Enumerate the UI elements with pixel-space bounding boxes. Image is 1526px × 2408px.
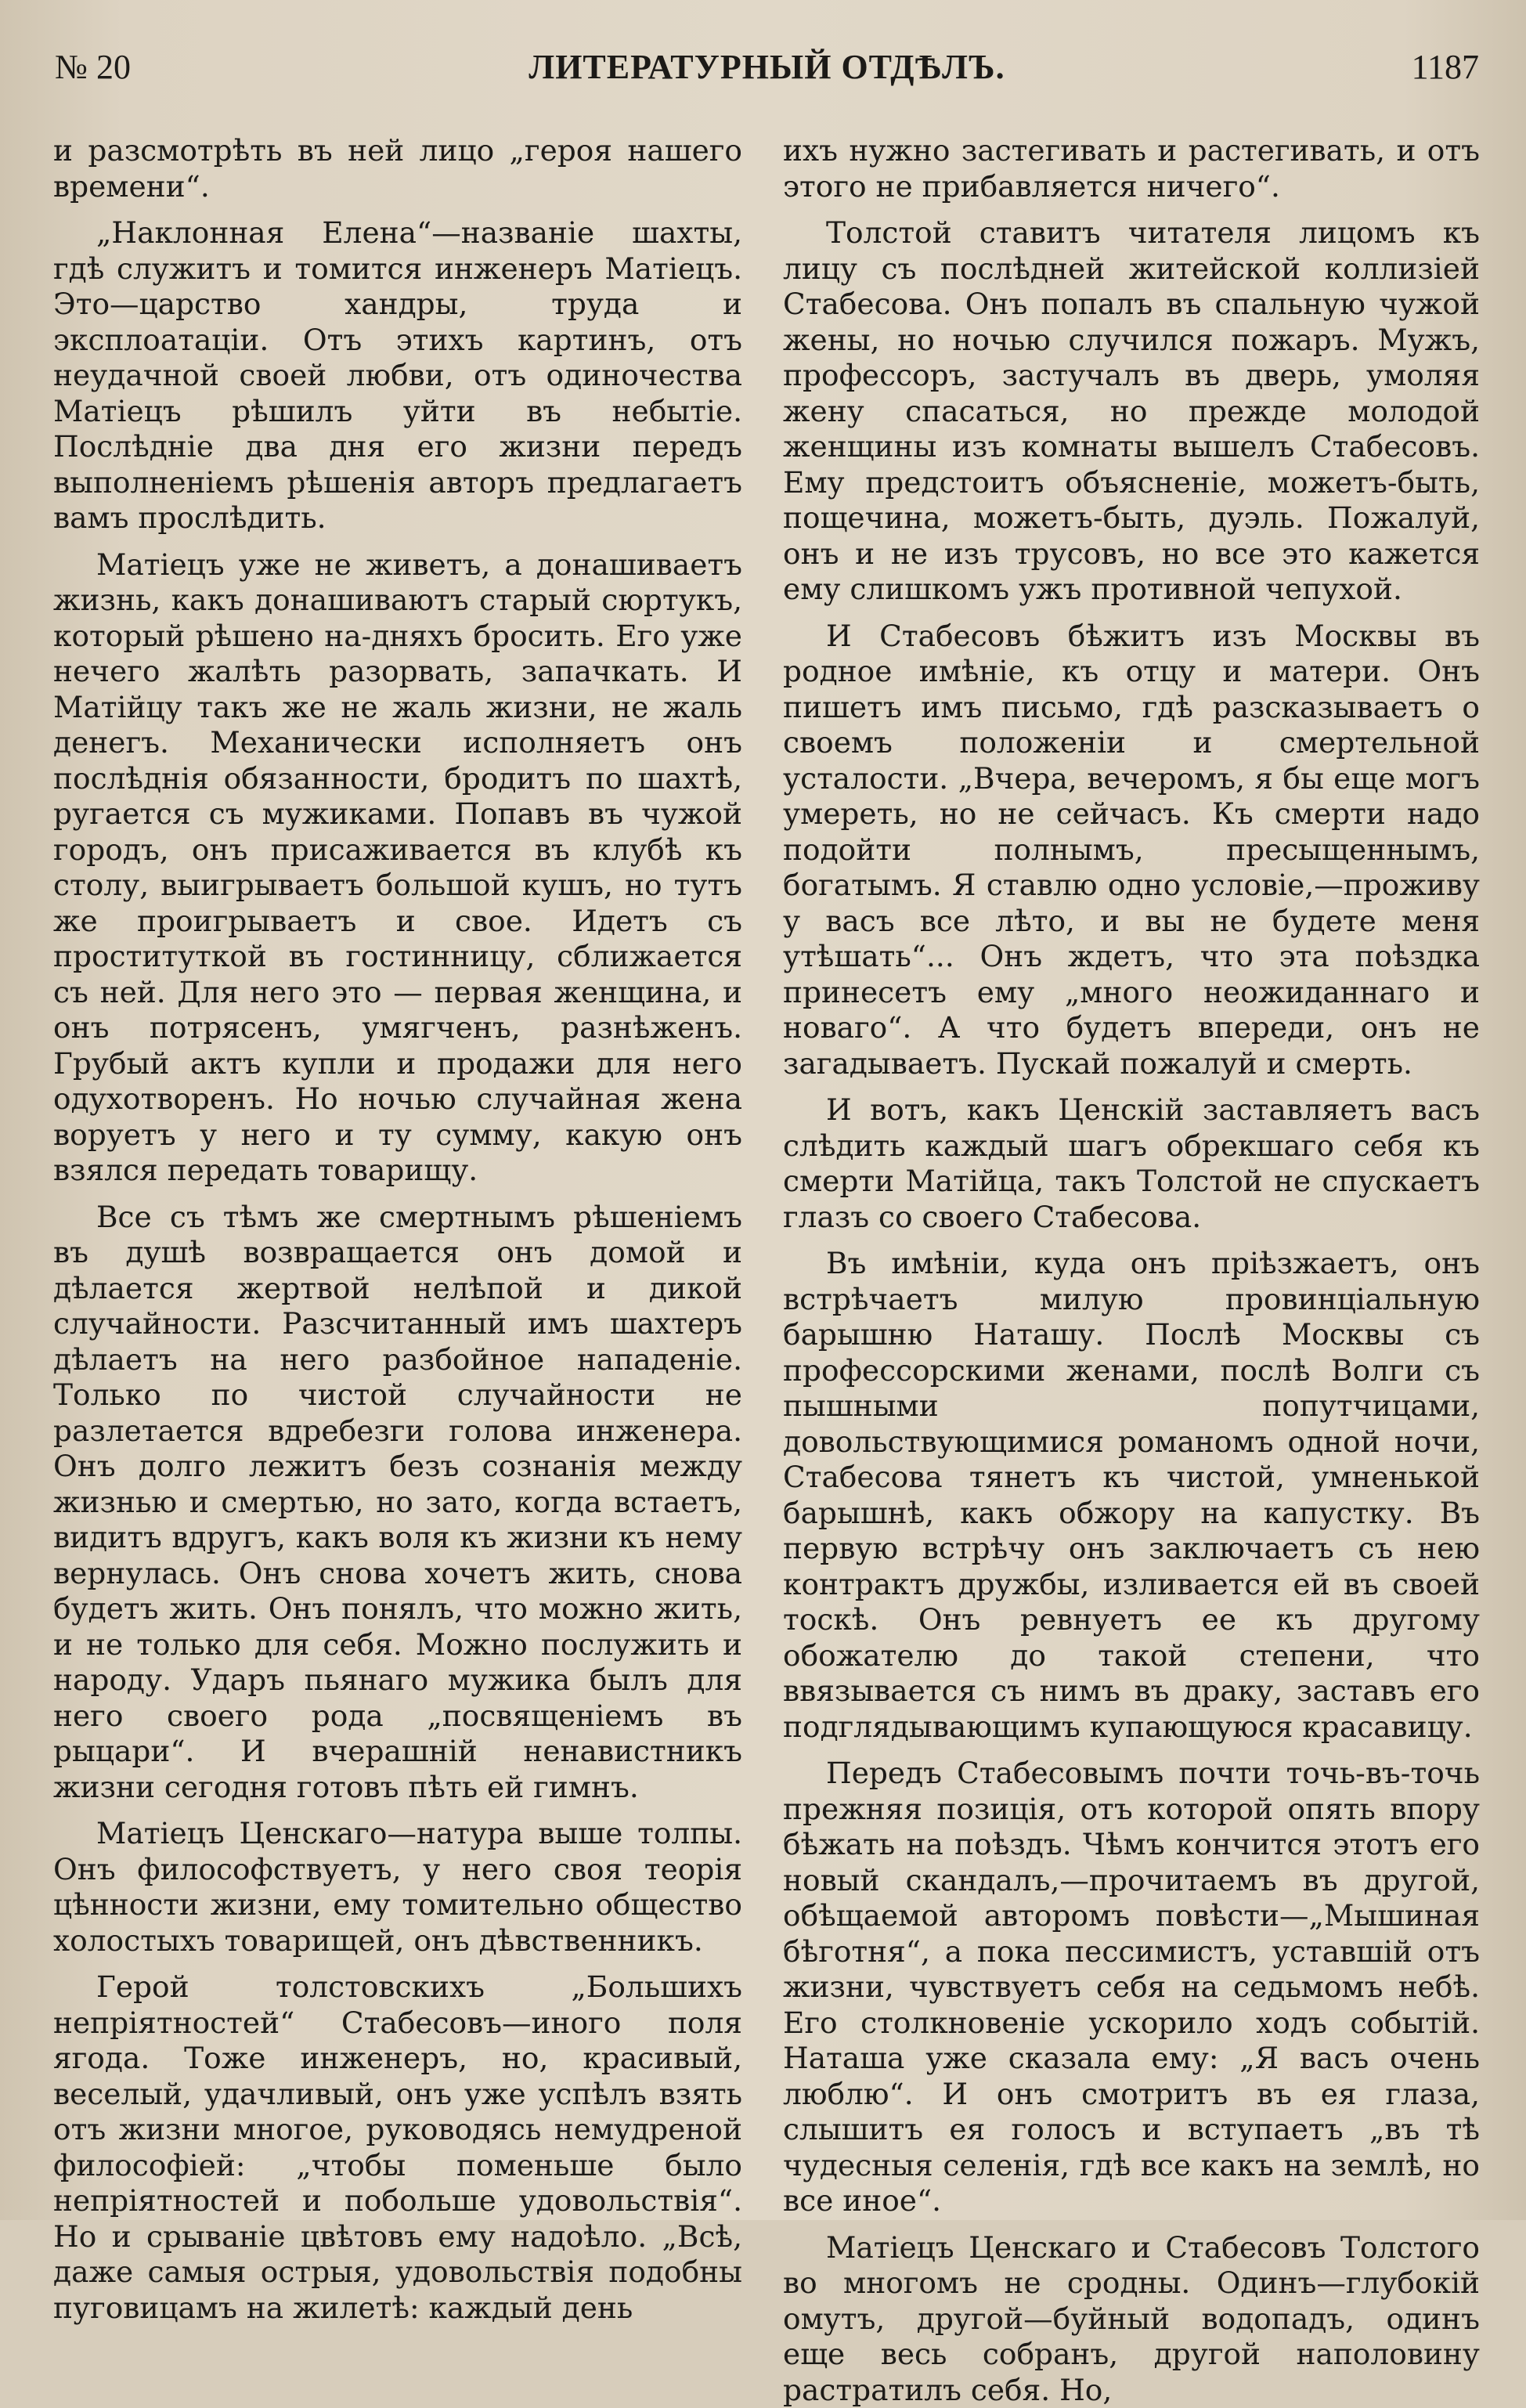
right-column — [783, 133, 1480, 2200]
issue-number: № 20 — [55, 47, 131, 87]
page-number: 1187 — [1412, 47, 1479, 87]
page-header — [55, 47, 1479, 102]
paragraph: „Наклонная Елена“—названіе шахты, гдѣ служитъ и томится инженеръ Матіецъ. Это—царство хандры, труда и эксплоатаціи. Отъ этихъ картинъ, отъ неудачной своей любви, отъ одиночества Матіецъ рѣшилъ уйти въ небытіе. Послѣдніе два дня его жизни передъ выполненіемъ рѣшенія авторъ предлагаетъ вамъ прослѣдить. — [53, 215, 742, 536]
paragraph: Толстой ставитъ читателя лицомъ къ лицу съ послѣдней житейской коллизіей Стабесова. Онъ попалъ въ спальную чужой жены, но ночью случился пожаръ. Мужъ, профессоръ, застучалъ въ дверь, умоляя жену спасаться, но прежде молодой женщины изъ комнаты вышелъ Стабесовъ. Ему предстоитъ объясненіе, можетъ-быть, пощечина, можетъ-быть, дуэль. Пожалуй, онъ и не изъ трусовъ, но все это кажется ему слишкомъ ужъ противной чепухой. — [783, 215, 1480, 608]
paragraph: И Стабесовъ бѣжитъ изъ Москвы въ родное имѣніе, къ отцу и матери. Онъ пишетъ имъ письмо, гдѣ разсказываетъ о своемъ положеніи и смертельной усталости. „Вчера, вечеромъ, я бы еще могъ умереть, но не сейчасъ. Къ смерти надо подойти полнымъ, пресыщеннымъ, богатымъ. Я ставлю одно условіе,—проживу у васъ все лѣто, и вы не будете меня утѣшать“... Онъ ждетъ, что эта поѣздка принесетъ ему „много неожиданнаго и новаго“. А что будетъ впереди, онъ не загадываетъ. Пускай пожалуй и смерть. — [783, 619, 1480, 1082]
paragraph: Матіецъ Ценскаго и Стабесовъ Толстого во многомъ не сродны. Одинъ—глубокій омутъ, другой—буйный водопадъ, одинъ еще весь собранъ, другой наполовину растратилъ себя. Но, — [783, 2230, 1480, 2408]
paragraph: Матіецъ Ценскаго—натура выше толпы. Онъ философствуетъ, у него своя теорія цѣнности жизни, ему томительно общество холостыхъ товарищей, онъ дѣвственникъ. — [53, 1816, 742, 1959]
paragraph: Въ имѣніи, куда онъ пріѣзжаетъ, онъ встрѣчаетъ милую провинціальную барышню Наташу. Послѣ Москвы съ профессорскими женами, послѣ Волги съ пышными попутчицами, довольствующимися романомъ одной ночи, Стабесова тянетъ къ чистой, умненькой барышнѣ, какъ обжору на капустку. Въ первую встрѣчу онъ заключаетъ съ нею контрактъ дружбы, изливается ей въ своей тоскѣ. Онъ ревнуетъ ее къ другому обожателю до такой степени, что ввязывается съ нимъ въ драку, заставъ его подглядывающимъ купающуюся красавицу. — [783, 1246, 1480, 1745]
left-column — [53, 133, 742, 2200]
paragraph: ихъ нужно застегивать и растегивать, и отъ этого не прибавляется ничего“. — [783, 133, 1480, 204]
paragraph: И вотъ, какъ Ценскій заставляетъ васъ слѣдить каждый шагъ обрекшаго себя къ смерти Матійца, такъ Толстой не спускаетъ глазъ со своего Стабесова. — [783, 1092, 1480, 1235]
paragraph: и разсмотрѣть въ ней лицо „героя нашего времени“. — [53, 133, 742, 204]
paragraph: Все съ тѣмъ же смертнымъ рѣшеніемъ въ душѣ возвращается онъ домой и дѣлается жертвой нелѣпой и дикой случайности. Разсчитанный имъ шахтеръ дѣлаетъ на него разбойное нападеніе. Только по чистой случайности не разлетается вдребезги голова инженера. Онъ долго лежитъ безъ сознанія между жизнью и смертью, но зато, когда встаетъ, видитъ вдругъ, какъ воля къ жизни къ нему вернулась. Онъ снова хочетъ жить, снова будетъ жить. Онъ понялъ, что можно жить, и не только для себя. Можно послужить и народу. Ударъ пьянаго мужика былъ для него своего рода „посвященіемъ въ рыцари“. И вчерашній ненавистникъ жизни сегодня готовъ пѣть ей гимнъ. — [53, 1200, 742, 1806]
paragraph: Матіецъ уже не живетъ, а донашиваетъ жизнь, какъ донашиваютъ старый сюртукъ, который рѣшено на-дняхъ бросить. Его уже нечего жалѣть разорвать, запачкать. И Матійцу такъ же не жаль жизни, не жаль денегъ. Механически исполняетъ онъ послѣднія обязанности, бродитъ по шахтѣ, ругается съ мужиками. Попавъ въ чужой городъ, онъ присаживается въ клубѣ къ столу, выигрываетъ большой кушъ, но тутъ же проигрываетъ и свое. Идетъ съ проституткой въ гостинницу, сближается съ ней. Для него это — первая женщина, и онъ потрясенъ, умягченъ, разнѣженъ. Грубый актъ купли и продажи для него одухотворенъ. Но ночью случайная жена воруетъ у него и ту сумму, какую онъ взялся передать товарищу. — [53, 547, 742, 1189]
paragraph: Передъ Стабесовымъ почти точь-въ-точь прежняя позиція, отъ которой опять впору бѣжать на поѣздъ. Чѣмъ кончится этотъ его новый скандалъ,—прочитаемъ въ другой, обѣщаемой авторомъ повѣсти—„Мышиная бѣготня“, а пока пессимистъ, уставшій отъ жизни, чувствуетъ себя на седьмомъ небѣ. Его столкновеніе ускорило ходъ событій. Наташа уже сказала ему: „Я васъ очень люблю“. И онъ смотритъ въ ея глаза, слышитъ ея голосъ и вступаетъ „въ тѣ чудесныя селенія, гдѣ все какъ на землѣ, но все иное“. — [783, 1756, 1480, 2219]
paragraph: Герой толстовскихъ „Большихъ непріятностей“ Стабесовъ—иного поля ягода. Тоже инженеръ, но, красивый, веселый, удачливый, онъ уже успѣлъ взять отъ жизни многое, руководясь немудреной философіей: „чтобы поменьше было непріятностей и побольше удовольствія“. Но и срываніе цвѣтовъ ему надоѣло. „Всѣ, даже самыя острыя, удовольствія подобны пуговицамъ на жилетѣ: каждый день — [53, 1969, 742, 2326]
section-title: ЛИТЕРАТУРНЫЙ ОТДѢЛЪ. — [55, 47, 1479, 87]
